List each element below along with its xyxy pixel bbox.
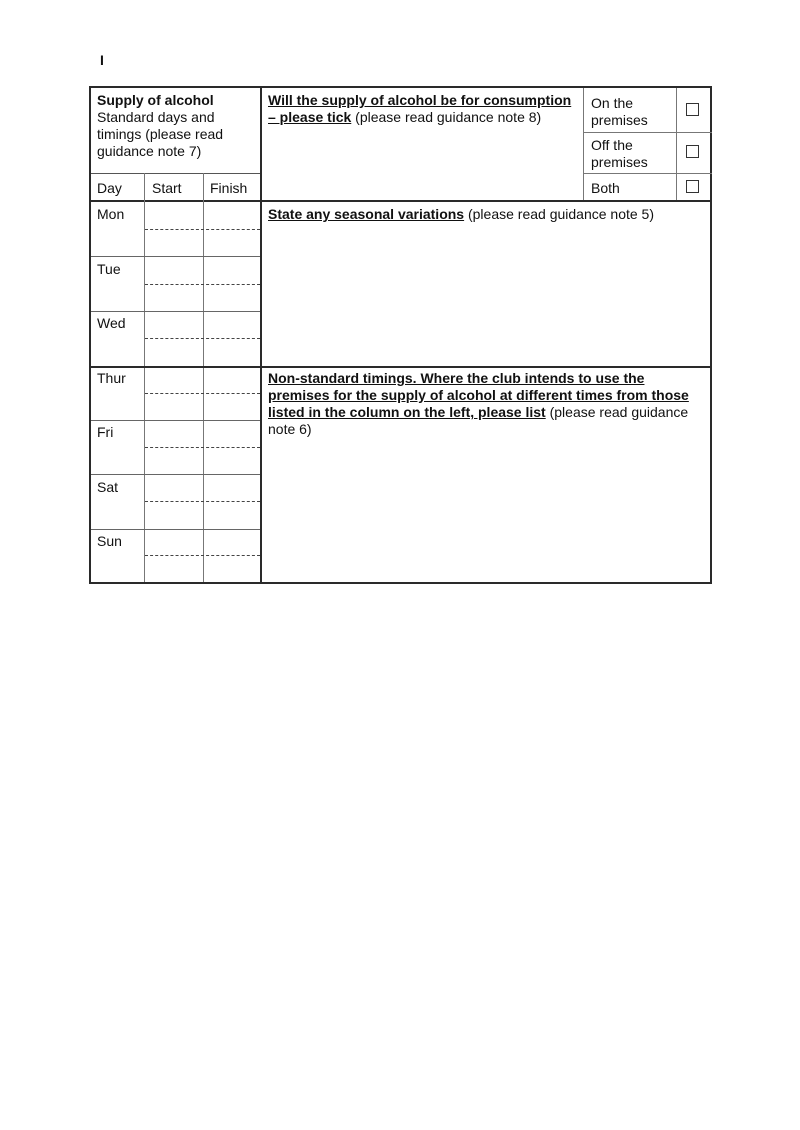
col-finish: Finish <box>210 180 248 196</box>
time-row-divider <box>145 229 260 230</box>
option-column-line <box>583 88 584 200</box>
day-row-divider <box>91 311 260 312</box>
nonstandard-heading-note: (please read guidance note 6) <box>268 404 689 437</box>
nonstandard-timings-heading <box>268 370 698 438</box>
day-label: Sat <box>97 479 119 495</box>
consumption-question-bold: Will the supply of alcohol be for consumption – please tick <box>268 92 572 125</box>
day-label: Fri <box>97 424 114 440</box>
option-both-label: Both <box>591 180 620 196</box>
option-off-premises-label: Off the premises <box>591 137 648 170</box>
day-row-divider <box>91 420 260 421</box>
time-row-divider <box>145 555 260 556</box>
day-label: Thur <box>97 370 126 386</box>
consumption-question <box>268 92 580 126</box>
header-divider <box>91 173 260 174</box>
seasonal-heading-note: (please read guidance note 5) <box>464 206 655 222</box>
option-on-premises-label: On the premises <box>591 95 648 128</box>
supply-title: Supply of alcohol <box>97 92 214 108</box>
table-header-divider <box>91 200 712 202</box>
time-row-divider <box>145 393 260 394</box>
time-row-divider <box>145 284 260 285</box>
day-label: Tue <box>97 261 121 277</box>
day-row-divider <box>91 529 260 530</box>
day-row-divider <box>91 474 260 475</box>
option-off-premises-checkbox[interactable] <box>686 145 699 158</box>
section-divider <box>260 366 712 368</box>
start-column-line <box>203 173 204 582</box>
supply-subtitle: Standard days and timings (please read guidance note 7) <box>97 109 224 159</box>
option-on-premises-checkbox[interactable] <box>686 103 699 116</box>
nonstandard-heading-bold: Non-standard timings. Where the club intends to use the premises for the supply of alcohol at different times from those listed in the column on the left, please list <box>268 370 689 420</box>
day-row-divider <box>91 366 260 368</box>
option-both-checkbox[interactable] <box>686 180 699 193</box>
time-row-divider <box>145 447 260 448</box>
col-start: Start <box>152 180 182 196</box>
seasonal-variations-heading <box>268 206 708 223</box>
option-divider <box>583 132 712 133</box>
page-mark: I <box>100 52 104 68</box>
supply-of-alcohol-form <box>89 86 712 584</box>
consumption-question-note: (please read guidance note 8) <box>351 109 542 125</box>
time-row-divider <box>145 501 260 502</box>
seasonal-variations-field[interactable] <box>262 225 712 365</box>
nonstandard-timings-field[interactable] <box>262 440 712 580</box>
checkbox-column-line <box>676 88 677 200</box>
col-day: Day <box>97 180 122 196</box>
day-row-divider <box>91 256 260 257</box>
day-column-line <box>144 173 145 582</box>
day-label: Sun <box>97 533 122 549</box>
day-label: Wed <box>97 315 126 331</box>
day-label: Mon <box>97 206 125 222</box>
seasonal-heading-bold: State any seasonal variations <box>268 206 465 222</box>
time-row-divider <box>145 338 260 339</box>
option-divider <box>583 173 712 174</box>
